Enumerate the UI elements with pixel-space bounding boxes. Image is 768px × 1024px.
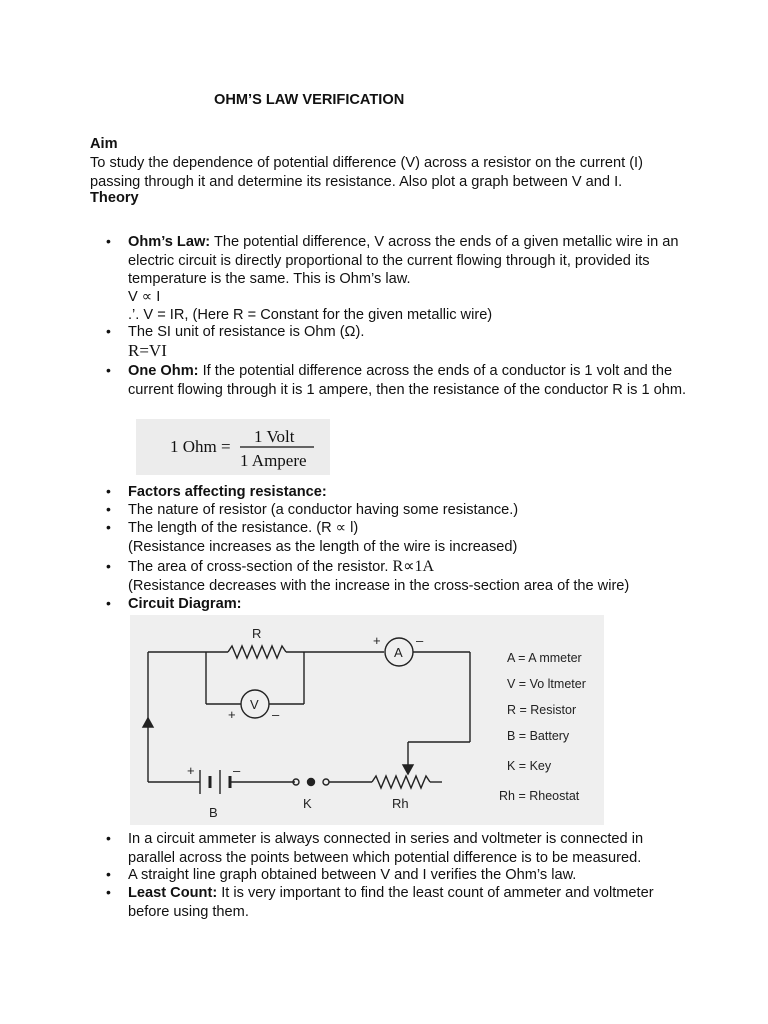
one-ohm-item xyxy=(128,362,688,399)
least-count-text: It is very important to find the least count of ammeter and voltmeter before using them. xyxy=(128,885,654,920)
label-voltmeter-minus: – xyxy=(272,707,280,722)
legend-rheostat: Rh = Rheostat xyxy=(499,789,580,803)
least-count-label: Least Count: xyxy=(128,885,218,901)
factor-area-note: (Resistance decreases with the increase in the cross-section area of the wire) xyxy=(128,578,630,594)
bullet-marker: • xyxy=(106,595,111,611)
label-k: K xyxy=(303,796,312,811)
bullet-marker: • xyxy=(106,866,111,882)
therefore-statement: .’. V = IR, (Here R = Constant for the given metallic wire) xyxy=(128,307,493,323)
one-ohm-label: One Ohm: xyxy=(128,363,199,379)
current-arrow xyxy=(143,718,153,727)
bullet-marker: • xyxy=(106,323,111,339)
page-title: OHM’S LAW VERIFICATION xyxy=(214,92,405,108)
note-series: In a circuit ammeter is always connected in series and voltmeter is connected in parallel across the points between which potential difference is to be measured. xyxy=(128,831,644,866)
aim-text: To study the dependence of potential difference (V) across a resistor on the current (I) passing through it and determine its resistance. Also plot a graph between V and I. xyxy=(90,155,643,190)
rheostat xyxy=(372,776,430,788)
resistor-r xyxy=(228,646,286,658)
bullet-marker: • xyxy=(106,558,111,574)
label-v: V xyxy=(250,697,259,712)
bullet-marker: • xyxy=(106,483,111,499)
factor-area-text: The area of cross-section of the resistor. xyxy=(128,559,389,575)
theory-heading: Theory xyxy=(90,190,139,206)
circuit-diagram xyxy=(130,615,604,825)
label-r: R xyxy=(252,626,262,641)
proportional-statement: V ∝ I xyxy=(128,289,161,305)
ohms-law-item xyxy=(128,233,688,289)
ohms-law-label: Ohm’s Law: xyxy=(128,234,211,250)
factor-area xyxy=(128,558,688,577)
legend-battery: B = Battery xyxy=(507,729,570,743)
key-terminal xyxy=(323,779,329,785)
legend-resistor: R = Resistor xyxy=(507,703,577,717)
circuit-heading: Circuit Diagram: xyxy=(128,596,242,612)
bullet-marker: • xyxy=(106,501,111,517)
bullet-marker: • xyxy=(106,362,111,378)
r-formula: R=VI xyxy=(128,341,167,360)
formula-numerator: 1 Volt xyxy=(254,427,295,446)
one-ohm-text: If the potential difference across the ends of a conductor is 1 volt and the current flowing through it is 1 ampere, then the resistance of the conductor R is 1 ohm. xyxy=(128,363,687,398)
note-least-count xyxy=(128,884,688,921)
slider-arrowhead xyxy=(403,765,413,774)
note-graph: A straight line graph obtained between V and I verifies the Ohm’s law. xyxy=(128,867,577,883)
factor-nature: The nature of resistor (a conductor having some resistance.) xyxy=(128,502,519,518)
label-ammeter-minus: – xyxy=(416,633,424,648)
legend-ammeter: A = A mmeter xyxy=(507,651,582,665)
bullet-marker: • xyxy=(106,830,111,846)
label-battery-plus: + xyxy=(187,763,195,778)
bullet-marker: • xyxy=(106,884,111,900)
one-ohm-formula-image xyxy=(136,419,330,475)
aim-heading: Aim xyxy=(90,136,118,152)
legend-voltmeter: V = Vo ltmeter xyxy=(507,677,586,691)
label-ammeter-plus: + xyxy=(373,633,381,648)
label-voltmeter-plus: + xyxy=(228,707,236,722)
label-b: B xyxy=(209,805,218,820)
factors-heading: Factors affecting resistance: xyxy=(128,484,327,500)
bullet-marker: • xyxy=(106,519,111,535)
formula-lhs: 1 Ohm = xyxy=(170,437,231,456)
label-a: A xyxy=(394,645,403,660)
key-plug xyxy=(308,779,315,786)
area-formula: R∝1A xyxy=(392,558,435,575)
label-rh: Rh xyxy=(392,796,409,811)
legend-key: K = Key xyxy=(507,759,552,773)
factor-length: The length of the resistance. (R ∝ l) xyxy=(128,520,359,536)
formula-denominator: 1 Ampere xyxy=(240,451,307,470)
ohms-law-text: The potential difference, V across the ends of a given metallic wire in an electric circuit is directly proportional to the current flowing through it, provided its temperature is the same. This is Ohm’s law. xyxy=(128,234,679,287)
label-battery-minus: – xyxy=(233,763,241,778)
factor-length-note: (Resistance increases as the length of the wire is increased) xyxy=(128,539,518,555)
si-unit-item: The SI unit of resistance is Ohm (Ω). xyxy=(128,324,365,340)
bullet-marker: • xyxy=(106,233,111,249)
